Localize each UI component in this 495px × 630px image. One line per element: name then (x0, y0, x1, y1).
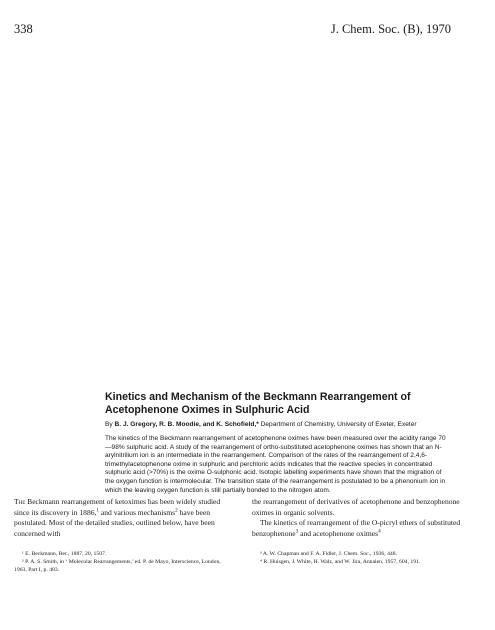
ref-marker: 2 (175, 506, 178, 513)
lead-word: The (14, 497, 26, 506)
paragraph (252, 518, 464, 539)
paragraph: the rearrangement of derivatives of acetophenone and benzophenone oximes in organic solvents. (252, 497, 460, 517)
footnote: ⁴ R. Huisgen, J. White, H. Walz, and W. Jira, Annalen, 1957, 604, 191. (260, 559, 421, 565)
by-label: By (105, 421, 113, 428)
ref-marker: 3 (295, 527, 299, 534)
body-text: Beckmann rearrangement of ketoximes has been widely studied since its discovery in 1886, (14, 497, 221, 517)
body-text: and acetophenone oximes (300, 528, 379, 538)
body-text: have been postulated. Most of the detailed studies, outlined below, have been concerned with (14, 507, 215, 538)
journal-citation: J. Chem. Soc. (B), 1970 (330, 22, 451, 36)
body-column-left (14, 497, 226, 539)
ref-marker: 1 (96, 506, 100, 513)
body-text: The kinetics of rearrangement of the O-picryl ethers of substituted benzophenone (252, 518, 461, 538)
footnotes-right (252, 550, 464, 566)
ref-marker: 4 (378, 527, 381, 534)
author-line (105, 421, 455, 429)
footnote: ³ A. W. Chapman and F. A. Fidler, J. Chem. Soc., 1936, 448. (260, 551, 398, 557)
footnote: ¹ E. Beckmann, Ber., 1887, 20, 1507. (22, 551, 107, 557)
affiliation: Department of Chemistry, University of Exeter, Exeter (260, 421, 417, 428)
author-names: B. J. Gregory, R. B. Moodie, and K. Schofield,* (114, 421, 259, 428)
body-text: and various mechanisms (100, 507, 176, 517)
abstract: The kinetics of the Beckmann rearrangement of acetophenone oximes have been measured over the acidity range 70—98% sulphuric acid. A study of the rearrangement of ortho-substituted acetophenone oximes has shown that an N-arylnitrilium ion is an intermediate in the rearrangement. Comparison of the rates of the rearrangement of 2,4,6-trimethylacetophenone oxime in sulphuric and perchloric acids indicates that the reactive species in concentrated sulphuric acid (>70%) is the oxime O-sulphonic acid. Isotopic labelling experiments have shown that the migration of the oxygen function is intermolecular. The transition state of the rearrangement is postulated to be a phenonium ion in which the leaving oxygen function is still partially bonded to the nitrogen atom. (105, 435, 446, 494)
footnote: ² P. A. S. Smith, in ‘ Molecular Rearrangements,’ ed. P. de Mayo, Interscience, London, 1963, Part I, p. 483. (14, 559, 221, 573)
footnotes-left (14, 550, 226, 574)
body-column-right (252, 497, 464, 539)
article-title: Kinetics and Mechanism of the Beckmann Rearrangement of Acetophenone Oximes in Sulphuric Acid (105, 391, 411, 416)
page-number: 338 (14, 22, 33, 36)
